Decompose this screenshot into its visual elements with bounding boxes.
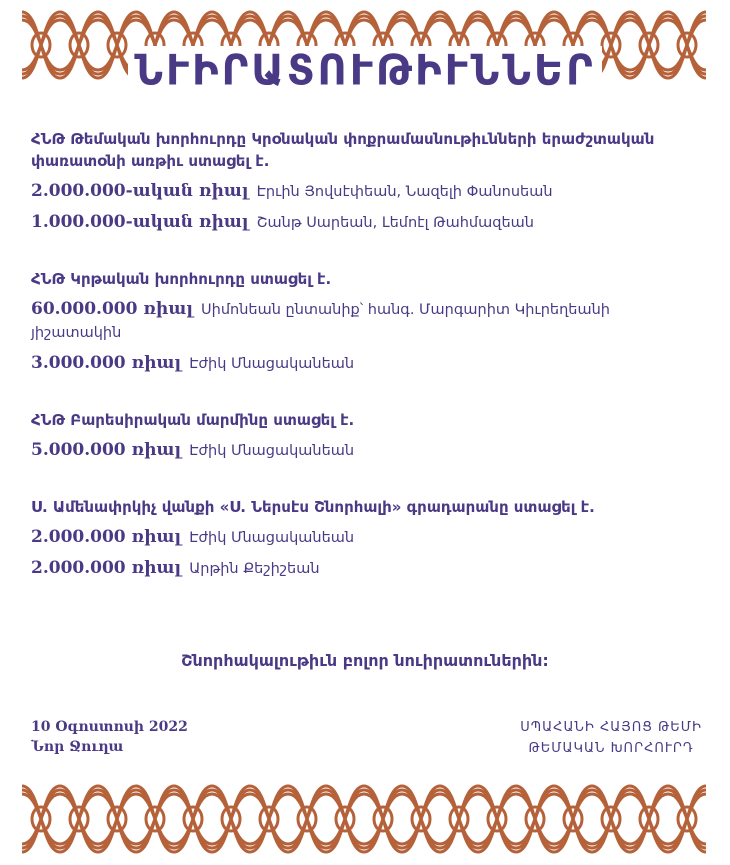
- donation-amount: 3.000.000 ռիալ: [31, 353, 182, 373]
- donation-row: [31, 352, 703, 375]
- donor-names: Էժիկ Մնացականեան: [189, 443, 355, 459]
- donation-row: [31, 211, 703, 234]
- donation-amount: 1.000.000-ական ռիալ: [31, 212, 249, 232]
- donor-names: Արթին Քեշիշեան: [189, 561, 320, 577]
- donation-amount: 5.000.000 ռիալ: [31, 440, 182, 460]
- donation-amount: 2.000.000-ական ռիալ: [31, 181, 249, 201]
- section-heading: ՀՆԹ Բարեսիրական մարմինը ստացել է.: [31, 411, 355, 429]
- donation-amount: 2.000.000 ռիալ: [31, 558, 182, 578]
- donation-amount: 60.000.000 ռիալ: [31, 299, 194, 319]
- donations-list: [31, 128, 703, 614]
- donor-names: Սիմոնեան ընտանիք՝ հանգ. Մարգարիտ Կիւրեղեանի յիշատակին: [31, 302, 610, 341]
- bottom-ornamental-border: [22, 776, 706, 862]
- footer-place: Նոր Ջուղա: [31, 739, 124, 755]
- section-heading: Ս. Ամենափրկիչ վանքի «Ս. Ներսէս Շնորհալի» գրադարանը ստացել է.: [31, 498, 595, 516]
- donation-row: [31, 439, 703, 462]
- section-heading: ՀՆԹ Կրթական խորհուրդը ստացել է.: [31, 270, 332, 288]
- donation-section: [31, 128, 703, 234]
- donation-amount: 2.000.000 ռիալ: [31, 527, 182, 547]
- donation-section: [31, 496, 703, 580]
- donation-row: [31, 298, 703, 344]
- donation-section: [31, 409, 703, 462]
- donor-names: Էրւին Յովսէփեան, Նազելի Փանոսեան: [256, 184, 553, 200]
- org-line-1: ՍՊԱՀԱՆԻ ՀԱՅՈՑ ԹԵՄԻ: [520, 720, 702, 735]
- footer-organization: [520, 717, 702, 759]
- donor-names: Շանթ Սարեան, Լեմոէլ Թահմազեան: [256, 215, 534, 231]
- page-title: ՆՒԻՐԱՏՈՒԹԻՒՆՆԵՐ: [134, 46, 596, 96]
- org-line-2: ԹԵՄԱԿԱՆ ԽՈՐՀՈՒՐԴ: [528, 741, 694, 756]
- thanks-message: Շնորհակալութիւն բոլոր նուիրատուներին:: [181, 651, 549, 670]
- footer-date-place: [31, 717, 188, 757]
- donor-names: Էժիկ Մնացականեան: [189, 356, 355, 372]
- title-banner: [128, 46, 602, 96]
- donation-row: [31, 180, 703, 203]
- donor-names: Էժիկ Մնացականեան: [189, 530, 355, 546]
- donation-section: [31, 268, 703, 375]
- section-heading: ՀՆԹ Թեմական խորհուրդը Կրօնական փոքրամասնութիւնների երաժշտական փառատօնի առթիւ ստացել է.: [31, 130, 655, 170]
- donation-row: [31, 526, 703, 549]
- donation-row: [31, 557, 703, 580]
- footer-date: 10 Օգոստոսի 2022: [31, 719, 188, 735]
